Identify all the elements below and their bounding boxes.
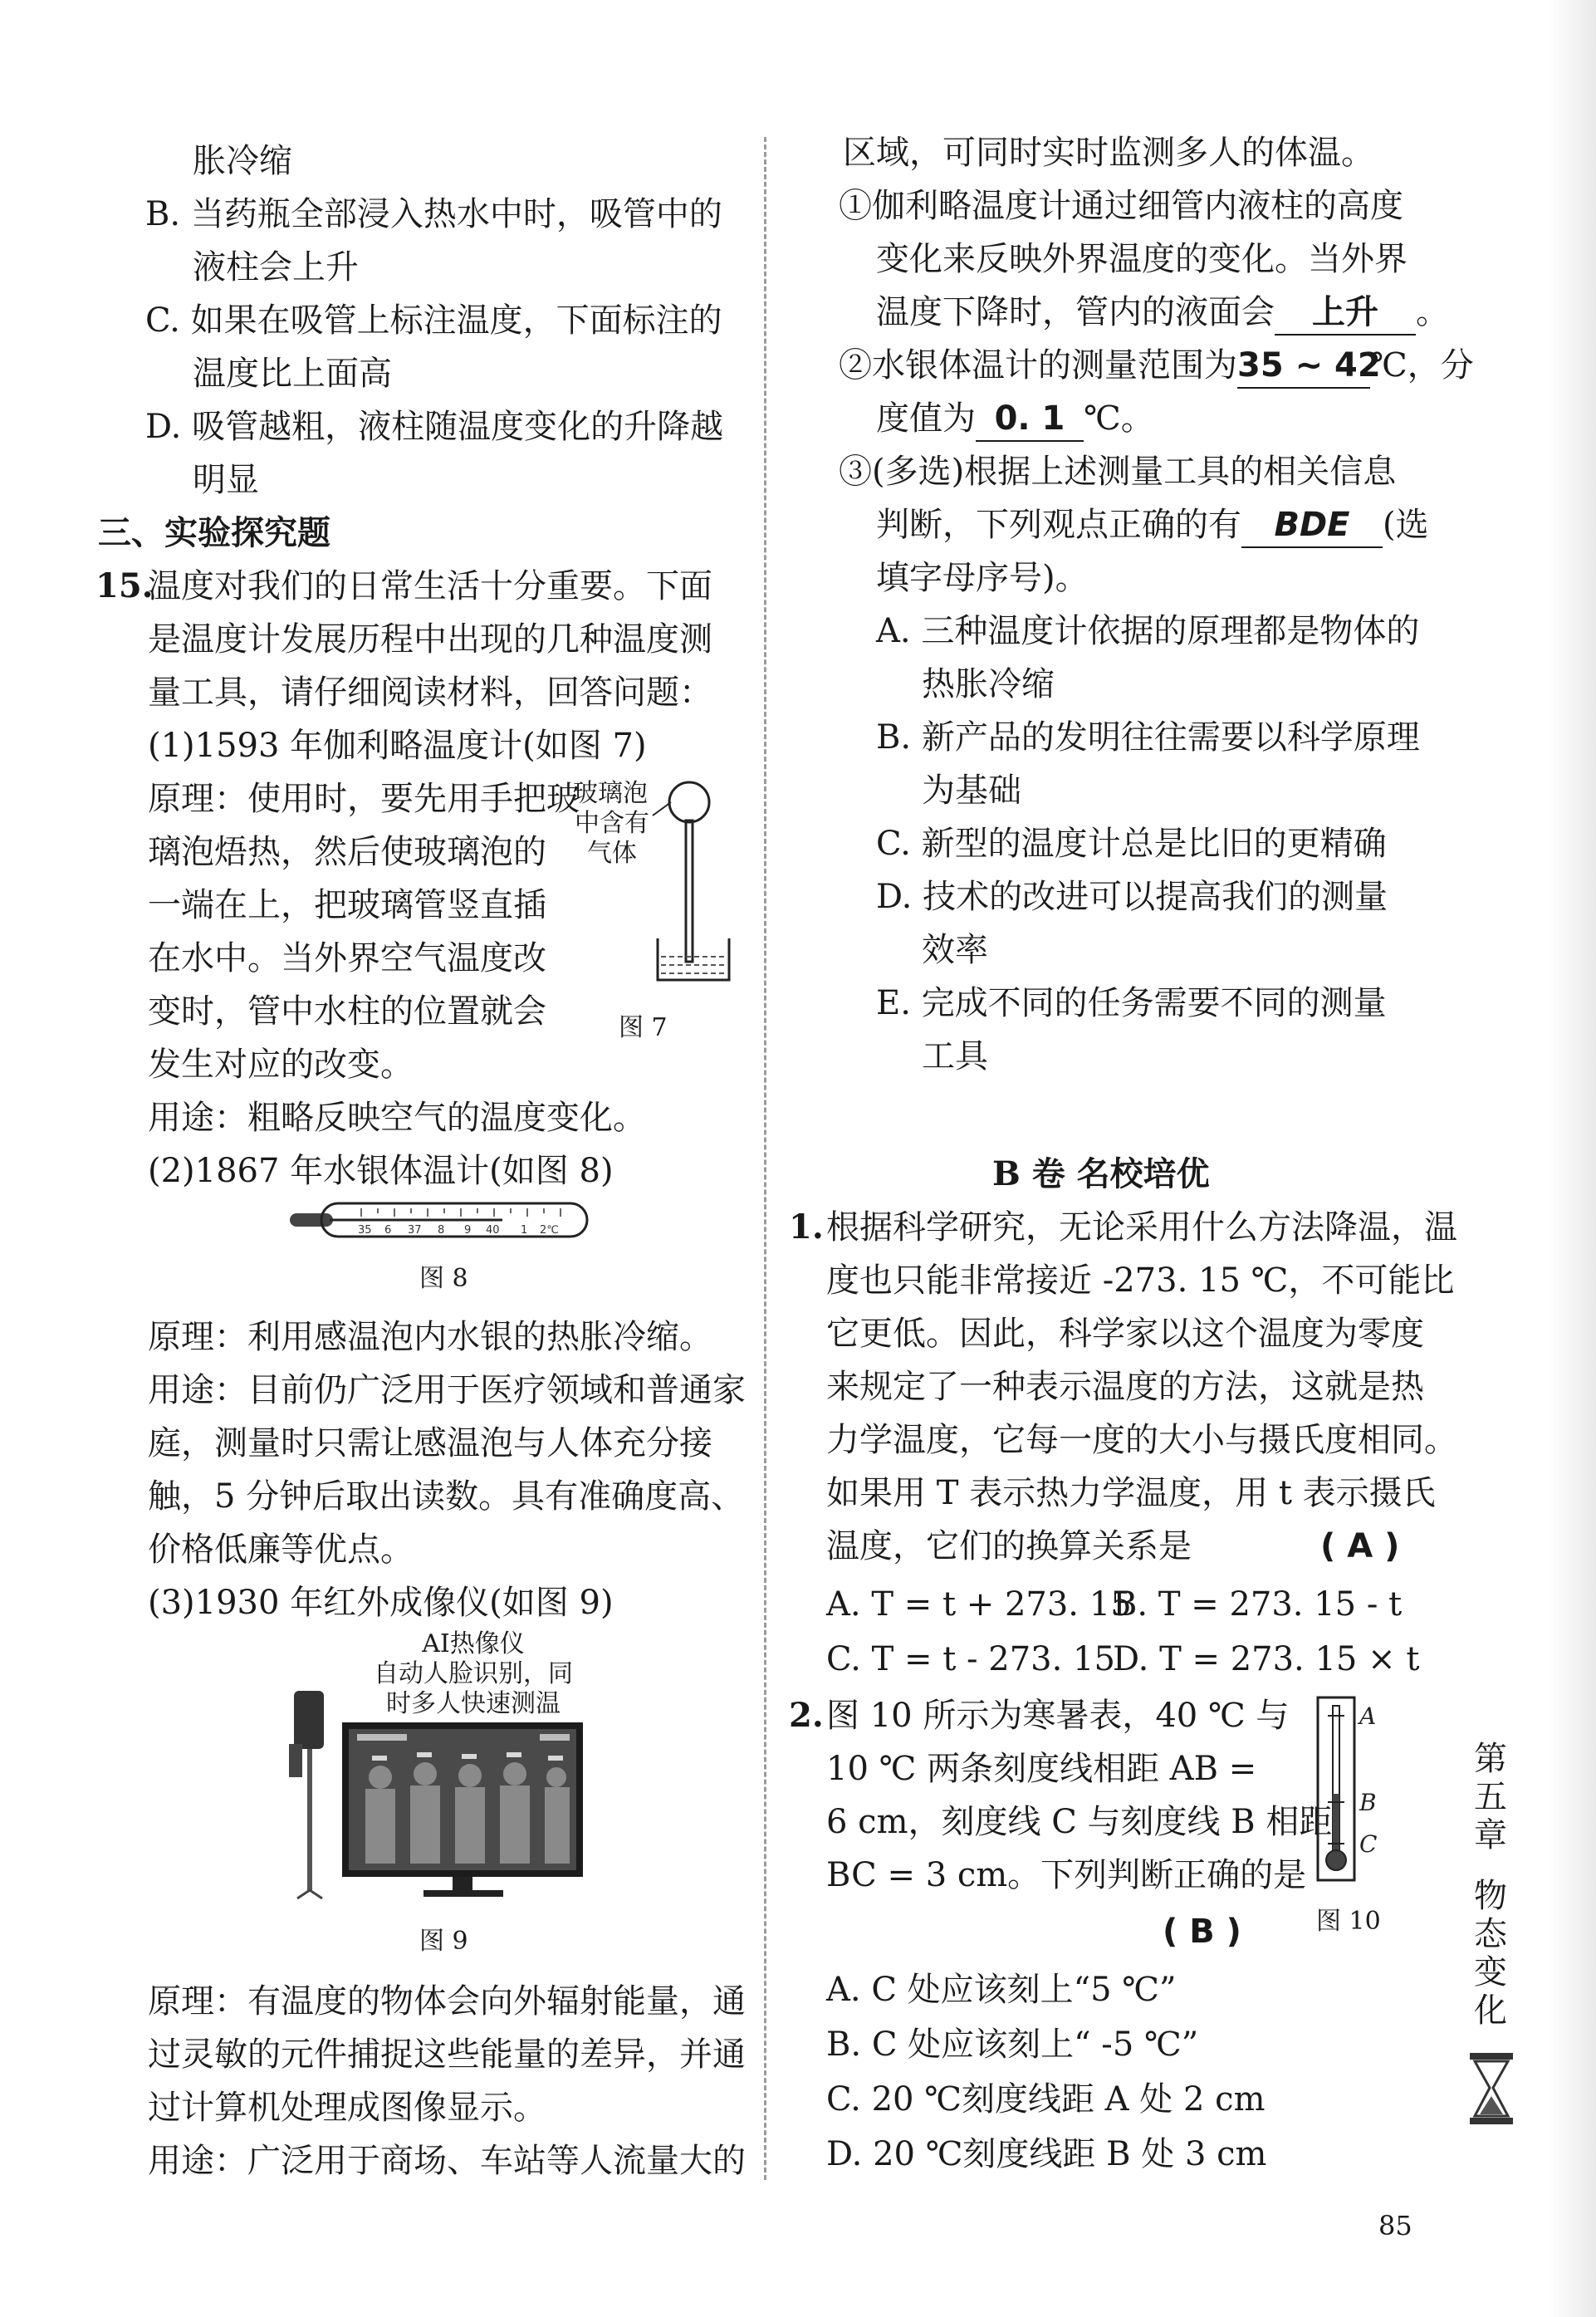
question-number: 15. (95, 566, 154, 605)
side-char: 变 (1474, 1953, 1507, 1991)
option-a: A. T = t + 273. 15 (826, 1585, 1132, 1624)
thermometer-figure-10 (1316, 1694, 1383, 1885)
option-b: B. 当药瓶全部浸入热水中时，吸管中的 (145, 195, 722, 233)
fill-in-line (839, 344, 1474, 389)
question-text: 如果用 T 表示热力学温度，用 t 表示摄氏 (826, 1474, 1436, 1512)
text-segment: (选 (1383, 506, 1429, 544)
text-segment: ℃。 (1084, 399, 1154, 438)
fill-in-line (876, 503, 1429, 548)
part-heading: (3)1930 年红外成像仪(如图 9) (148, 1584, 614, 1622)
text-line: 区域，可同时实时监测多人的体温。 (843, 134, 1374, 172)
side-char: 物 (1474, 1877, 1507, 1915)
fig9-caption: 图 9 (419, 1927, 468, 1956)
fig8-scale-label: 35 (358, 1224, 372, 1237)
text-line: 原理：利用感温泡内水银的热胀冷缩。 (148, 1318, 712, 1356)
text-line: 热胀冷缩 (922, 665, 1055, 703)
text-line: 用途：广泛用于商场、车站等人流量大的 (148, 2142, 746, 2180)
fig8-caption: 图 8 (419, 1264, 468, 1293)
text-line: 庭，测量时只需让感温泡与人体充分接 (148, 1424, 712, 1462)
text-line: 变时，管中水柱的位置就会 (148, 992, 546, 1031)
text-line: 触，5 分钟后取出读数。具有准确度高、 (148, 1477, 745, 1516)
option-d: D. T = 273. 15 × t (1113, 1640, 1420, 1678)
side-char: 章 (1474, 1816, 1507, 1854)
text-line: 明显 (193, 461, 259, 499)
text-segment: 判断，下列观点正确的有 (876, 506, 1241, 544)
option-e: E. 完成不同的任务需要不同的测量 (876, 984, 1387, 1022)
page-edge-shade (1549, 0, 1596, 2317)
question-text: 来规定了一种表示温度的方法，这就是热 (826, 1368, 1424, 1406)
question-number: 1. (789, 1207, 824, 1247)
option-c: C. T = t - 273. 15 (826, 1640, 1115, 1678)
section-heading: 三、实验探究题 (98, 513, 330, 552)
galileo-thermometer-figure (648, 772, 739, 988)
part-heading: (2)1867 年水银体温计(如图 8) (148, 1152, 614, 1190)
side-char: 第 (1474, 1740, 1507, 1778)
infrared-imager-figure (282, 1686, 590, 1902)
fig8-scale-label: 2℃ (540, 1224, 559, 1237)
option-b: B. 新产品的发明往往需要以科学原理 (876, 718, 1420, 757)
fig10-label-c: C (1359, 1830, 1378, 1858)
fig7-label: 气体 (587, 839, 637, 868)
text-line: 填字母序号)。 (876, 559, 1089, 597)
text-line: 工具 (922, 1037, 988, 1075)
option-a: A. C 处应该刻上“5 ℃” (826, 1971, 1177, 2009)
text-line: 效率 (922, 931, 988, 969)
side-char: 化 (1474, 1991, 1507, 2030)
fill-in-line (876, 397, 1154, 442)
option-a: A. 三种温度计依据的原理都是物体的 (876, 612, 1420, 650)
option-d: D. 技术的改进可以提高我们的测量 (876, 878, 1388, 916)
fill-in-line (876, 291, 1449, 336)
answer-blank: 上升 (1275, 291, 1416, 336)
question-text: BC = 3 cm。下列判断正确的是 (826, 1856, 1307, 1894)
fig9-title: AI热像仪 (422, 1629, 525, 1658)
question-text: 温度，它们的换算关系是 (826, 1527, 1192, 1565)
option-b: B. C 处应该刻上“ -5 ℃” (826, 2026, 1199, 2064)
text-line: 为基础 (922, 772, 1021, 810)
question-text: 温度对我们的日常生活十分重要。下面 (148, 567, 712, 605)
mercury-thermometer-figure (286, 1200, 594, 1242)
option-c: C. 如果在吸管上标注温度，下面标注的 (145, 301, 722, 340)
option-d: D. 20 ℃刻度线距 B 处 3 cm (826, 2135, 1267, 2173)
text-line: 发生对应的改变。 (148, 1046, 414, 1084)
question-number: 2. (789, 1696, 824, 1735)
fig8-scale-label: 40 (486, 1224, 500, 1237)
fig10-label-a: A (1359, 1702, 1377, 1730)
text-line: 在水中。当外界空气温度改 (148, 939, 546, 977)
option-c: C. 20 ℃刻度线距 A 处 2 cm (826, 2080, 1266, 2119)
text-segment: 度值为 (876, 399, 976, 438)
fig8-scale-label: 9 (464, 1224, 472, 1237)
question-text: 根据科学研究，无论采用什么方法降温，温 (826, 1208, 1457, 1247)
fig9-title: 自动人脸识别，同 (374, 1659, 573, 1688)
text-line: 璃泡焐热，然后使玻璃泡的 (148, 833, 546, 871)
fig8-scale-label: 6 (384, 1224, 392, 1237)
answer-blank: 35 ~ 42 (1237, 344, 1370, 389)
answer-choice: ( A ) (1320, 1527, 1400, 1565)
question-text: 量工具，请仔细阅读材料，回答问题： (148, 674, 712, 712)
text-line: 用途：粗略反映空气的温度变化。 (148, 1099, 646, 1137)
fig8-scale-label: 1 (521, 1224, 528, 1237)
chapter-title (1466, 1877, 1515, 2030)
text-line: 用途：目前仍广泛用于医疗领域和普通家 (148, 1371, 746, 1409)
text-line: 原理：有温度的物体会向外辐射能量，通 (148, 1982, 746, 2021)
fig8-scale-label: 37 (408, 1224, 422, 1237)
question-text: 6 cm，刻度线 C 与刻度线 B 相距 (826, 1803, 1333, 1841)
text-line: 温度比上面高 (193, 355, 392, 393)
fig7-label: 玻璃泡 (573, 779, 648, 808)
side-char: 五 (1474, 1778, 1507, 1816)
fig7-caption: 图 7 (619, 1013, 668, 1042)
fig10-label-b: B (1359, 1789, 1377, 1816)
text-line: 变化来反映外界温度的变化。当外界 (876, 240, 1408, 278)
sub-question: ③(多选)根据上述测量工具的相关信息 (839, 453, 1397, 491)
option-b: B. T = 273. 15 - t (1113, 1585, 1403, 1624)
part-heading: (1)1593 年伽利略温度计(如图 7) (148, 727, 647, 765)
answer-blank: 0. 1 (976, 397, 1084, 442)
text-line: 胀冷缩 (193, 142, 292, 180)
text-segment: 温度下降时，管内的液面会 (876, 293, 1275, 331)
section-heading: B 卷 名校培优 (992, 1154, 1210, 1193)
fig9-title: 时多人快速测温 (386, 1689, 561, 1718)
text-line: 价格低廉等优点。 (148, 1531, 414, 1569)
text-segment: ℃，分 (1370, 346, 1474, 385)
question-text: 是温度计发展历程中出现的几种温度测 (148, 620, 712, 659)
text-line: 原理：使用时，要先用手把玻 (148, 780, 580, 818)
page-number: 85 (1378, 2210, 1412, 2241)
text-line: 液柱会上升 (193, 248, 359, 287)
text-line: 过计算机处理成图像显示。 (148, 2089, 546, 2127)
text-segment: ②水银体温计的测量范围为 (839, 346, 1237, 385)
text-segment: 。 (1416, 293, 1449, 331)
answer-blank: BDE (1241, 503, 1383, 548)
answer-choice: ( B ) (1163, 1913, 1241, 1951)
fig10-caption: 图 10 (1316, 1907, 1381, 1936)
fig8-scale-label: 8 (438, 1224, 445, 1237)
text-line: 一端在上，把玻璃管竖直插 (148, 886, 546, 924)
hourglass-icon (1468, 2051, 1515, 2126)
question-text: 它更低。因此，科学家以这个温度为零度 (826, 1315, 1424, 1353)
column-divider (764, 137, 766, 2180)
option-d: D. 吸管越粗，液柱随温度变化的升降越 (145, 408, 724, 446)
chapter-label (1466, 1740, 1515, 1854)
side-char: 态 (1474, 1915, 1507, 1953)
question-text: 度也只能非常接近 -273. 15 ℃，不可能比 (826, 1261, 1455, 1300)
question-text: 力学温度，它每一度的大小与摄氏度相同。 (826, 1421, 1457, 1459)
fig7-label: 中含有 (575, 809, 649, 838)
question-text: 10 ℃ 两条刻度线相距 AB = (826, 1750, 1257, 1788)
question-text: 图 10 所示为寒暑表，40 ℃ 与 (826, 1697, 1290, 1735)
option-c: C. 新型的温度计总是比旧的更精确 (876, 825, 1387, 863)
text-line: 过灵敏的元件捕捉这些能量的差异，并通 (148, 2035, 746, 2074)
sub-question: ①伽利略温度计通过细管内液柱的高度 (839, 187, 1403, 225)
